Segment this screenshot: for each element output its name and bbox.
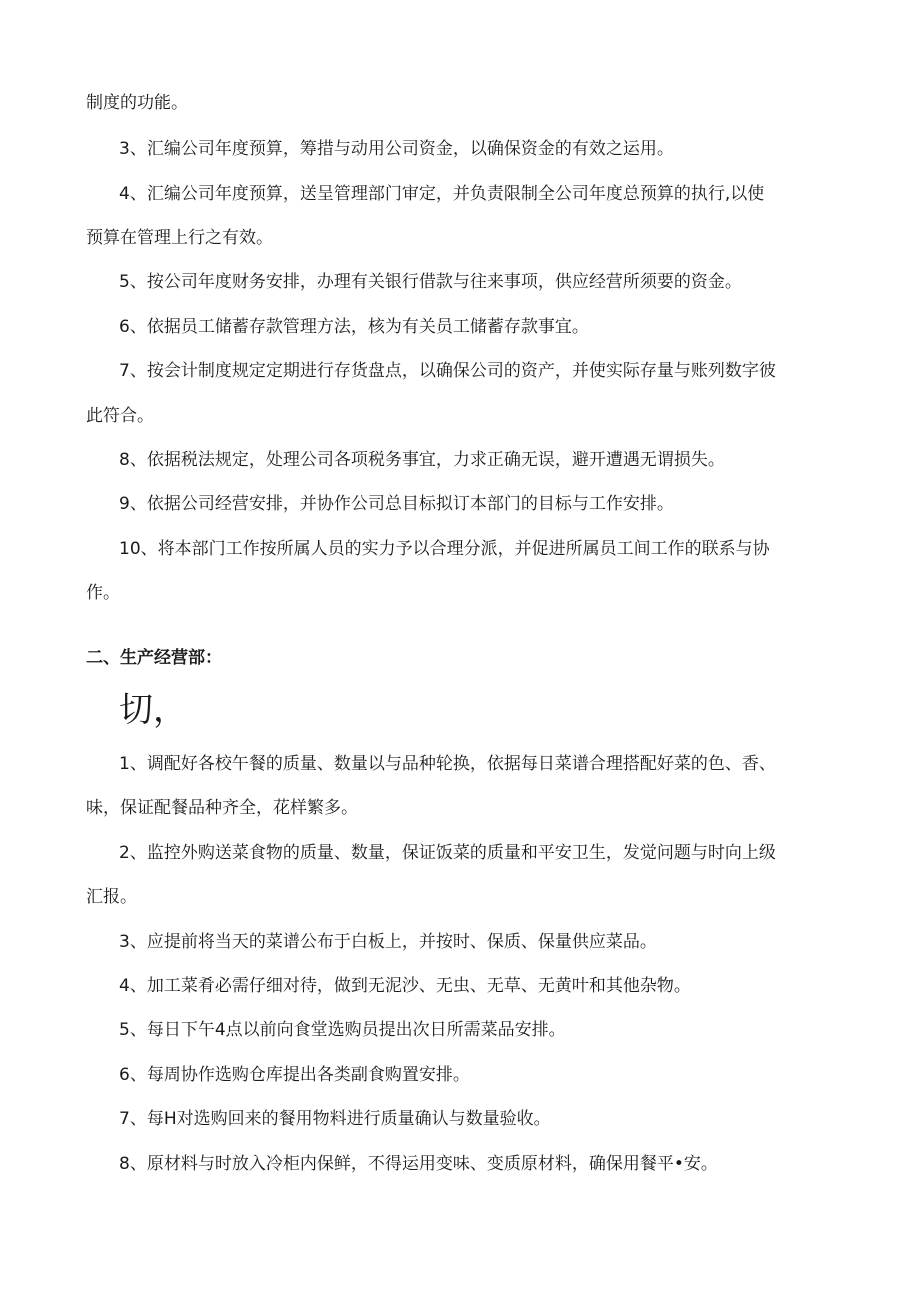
section-heading: 二、生产经营部： [86,648,222,668]
paragraph-line: 7、按会计制度规定定期进行存货盘点，以确保公司的资产，并使实际存量与账列数字彼 [119,361,776,381]
paragraph-line: 2、监控外购送菜食物的质量、数量，保证饭菜的质量和平安卫生，发觉问题与时向上级 [119,843,776,863]
paragraph-line: 此符合。 [86,406,154,426]
paragraph-line: 6、每周协作选购仓库提出各类副食购置安排。 [119,1065,470,1085]
paragraph-line: 5、每日下午4点以前向食堂选购员提出次日所需菜品安排。 [119,1020,566,1040]
paragraph-line: 4、加工菜肴必需仔细对待，做到无泥沙、无虫、无草、无黄叶和其他杂物。 [119,976,691,996]
paragraph-line: 制度的功能。 [86,93,188,113]
paragraph-line: 8、依据税法规定，处理公司各项税务事宜，力求正确无误，避开遭遇无谓损失。 [119,450,725,470]
paragraph-line: 9、依据公司经营安排，并协作公司总目标拟订本部门的目标与工作安排。 [119,494,674,514]
paragraph-line: 8、原材料与时放入冷柜内保鲜，不得运用变味、变质原材料，确保用餐平•安。 [119,1154,718,1174]
paragraph-line: 3、汇编公司年度预算，筹措与动用公司资金，以确保资金的有效之运用。 [119,139,674,159]
paragraph-line: 汇报。 [86,887,137,907]
paragraph-line: 5、按公司年度财务安排，办理有关银行借款与往来事项，供应经营所须要的资金。 [119,272,742,292]
paragraph-line: 10、将本部门工作按所属人员的实力予以合理分派，并促进所属员工间工作的联系与协 [119,539,770,559]
paragraph-line: 6、依据员工储蓄存款管理方法，核为有关员工储蓄存款事宜。 [119,317,589,337]
paragraph-line: 4、汇编公司年度预算，送呈管理部门审定，并负责限制全公司年度总预算的执行,以使 [119,184,765,204]
paragraph-line: 预算在管理上行之有效。 [86,228,273,248]
paragraph-line: 7、每H对选购回来的餐用物料进行质量确认与数量验收。 [119,1109,551,1129]
paragraph-line: 味，保证配餐品种齐全，花样繁多。 [86,798,358,818]
paragraph-line: 3、应提前将当天的菜谱公布于白板上，并按时、保质、保量供应菜品。 [119,932,657,952]
paragraph-line: 1、调配好各校午餐的质量、数量以与品种轮换，依据每日菜谱合理搭配好菜的色、香、 [119,754,776,774]
large-character-mark: 切， [119,690,187,730]
paragraph-line: 作。 [86,583,120,603]
